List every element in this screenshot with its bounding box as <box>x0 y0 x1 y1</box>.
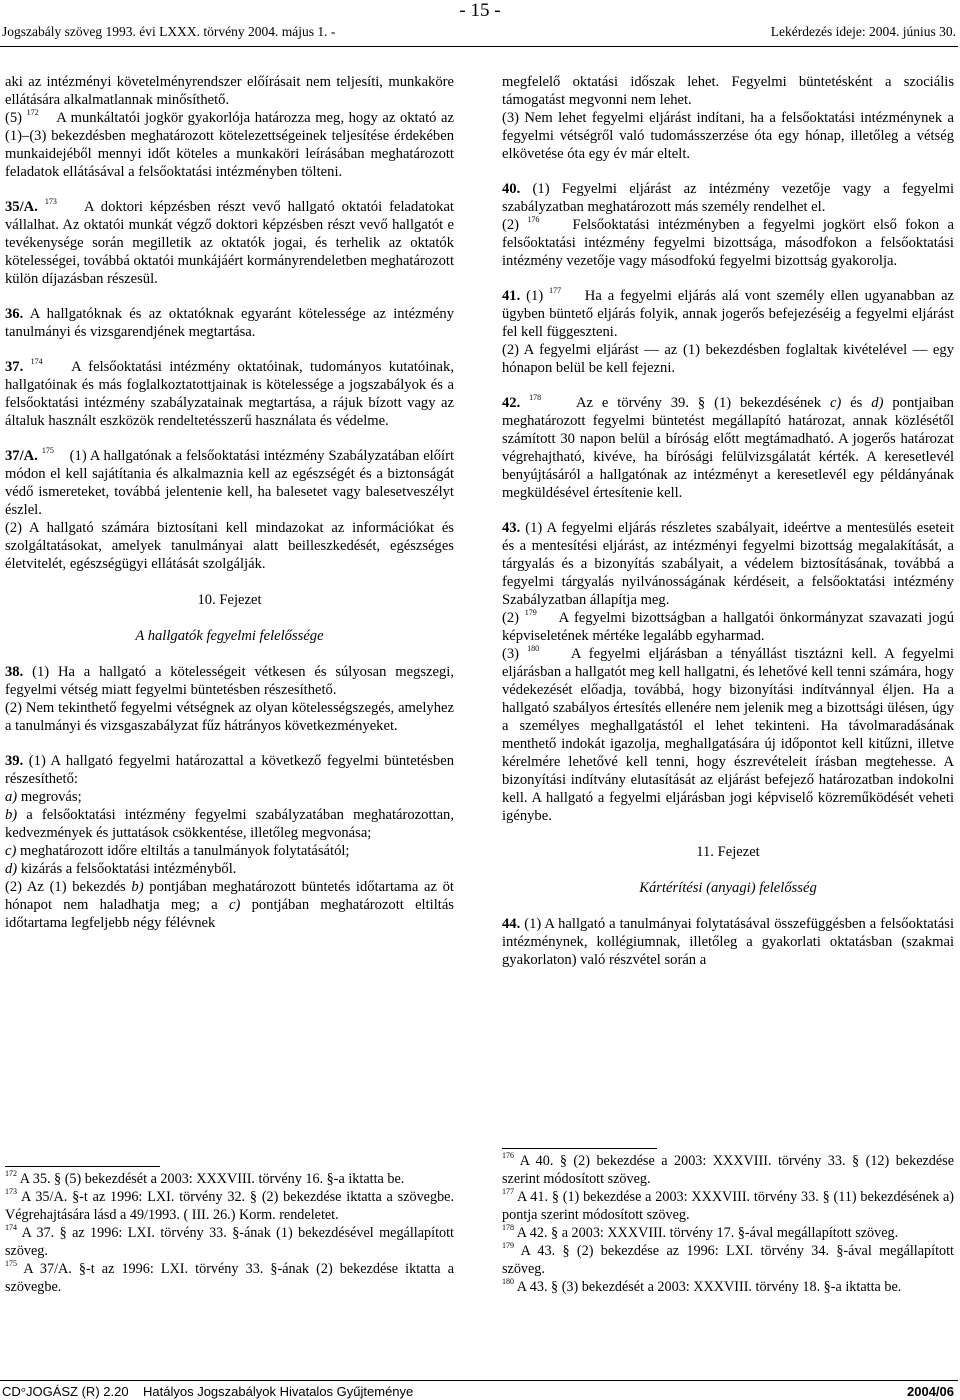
footnote: $^{180}$ A 43. § (3) bekezdését a 2003: XXXVIII. törvény 18. §-a iktatta be. <box>502 1277 902 1295</box>
chapter-title: A hallgatók fegyelmi felelőssége <box>135 628 324 644</box>
section-44: 44. (1) A hallgató a tanulmányai folytatásával összefüggésben a felsőoktatási intézménynek, kollégiumnak, illetőleg a gyakorlati oktatásban (szakmai gyakorlaton) való részvétel során a <box>502 916 954 968</box>
section-number: 42. <box>502 395 521 411</box>
footnote: $^{177}$ A 41. § (1) bekezdése a 2003: XXXVIII. törvény 33. § (11) bekezdésének a) pontja szerint módosított szöveg. <box>502 1187 955 1223</box>
section-43: 43. (1) A fegyelmi eljárás részletes szabályait, ideértve a mentesülés eseteit és a mentesítési eljárást, az intézményi fegyelmi bizottság megalakítását, a tárgyalás és a bizonyítás szabályait, a védelem biztosításának, továbbá a fegyelmi tárgyalás nyilvánosságának kérdéseit, a felsőoktatási intézmény Szabályzatban állapítja meg. <box>502 520 954 608</box>
header-left: Jogszabály szöveg 1993. évi LXXX. törvény 2004. május 1. - <box>2 24 336 39</box>
section-number: 39. <box>5 753 24 769</box>
footnote-ref[interactable]: 177 <box>549 286 562 295</box>
left-column <box>5 73 454 932</box>
footer-left: CD°JOGÁSZ (R) 2.20 <box>2 1384 129 1399</box>
page-number: - 15 - <box>459 0 501 21</box>
page-footer <box>2 1384 954 1400</box>
section-number: 43. <box>502 520 521 536</box>
section-number: 41. <box>502 288 521 304</box>
footnote: $^{179}$ A 43. § (2) bekezdése az 1996: LXI. törvény 34. §-ával megállapított szöveg. <box>502 1241 954 1277</box>
footnote-separator <box>502 1148 657 1149</box>
chapter-heading: 11. Fejezet <box>696 844 760 860</box>
paragraph-35-5: (5) $^{172}$ A munkáltatói jogkör gyakorlója határozza meg, hogy az oktató az (1)–(3) bekezdésben meghatározott kötelezettségeinek teljesítése érdekében munkaidejéből mennyi időt köteles a munkaköri leírásában meghatározott feladatok ellátásával a felsőoktatási intézményben tölteni. <box>5 108 454 180</box>
footnote-ref[interactable]: 180 <box>527 644 540 653</box>
section-number: 38. <box>5 664 24 680</box>
footnotes-left <box>5 1166 454 1296</box>
footnote: $^{173}$ A 35/A. §-t az 1996: LXI. törvény 32. § (2) bekezdése iktatta a szövegbe. Végrehajtására lásd a 49/1993. ( III. 26.) Korm. rendeletet. <box>5 1187 455 1223</box>
paragraph: (2) $^{176}$ Felsőoktatási intézményben a fegyelmi jogkört első fokon a felsőoktatási intézmény fegyelmi bizottsága, másodfokon a felsőoktatási intézmény vezetője vagy másodfokú fegyelmi bizottság gyakorolja. <box>502 215 954 269</box>
footnote-ref[interactable]: 173 <box>44 197 57 206</box>
paragraph: (2) A hallgató számára biztosítani kell mindazokat az információkat és szolgáltatásokat, amelyek tanulmányai alatt beilleszkedését, egészséges életvitelét, egészségügyi ellátását szolgálják. <box>5 520 454 572</box>
footnote: $^{174}$ A 37. § az 1996: LXI. törvény 33. §-ának (1) bekezdésével megállapított szöveg. <box>5 1223 454 1259</box>
footnote-ref[interactable]: 172 <box>26 108 39 117</box>
header-rule <box>0 46 958 47</box>
footnote: $^{175}$ A 37/A. §-t az 1996: LXI. törvény 33. §-ának (2) bekezdése iktatta a szövegbe. <box>5 1259 455 1295</box>
chapter-heading: 10. Fejezet <box>197 592 262 608</box>
paragraph: (3) $^{180}$ A fegyelmi eljárásban a tényállást tisztázni kell. A fegyelmi eljárásban a hallgatót meg kell hallgatni, és lehetővé kell tenni számára, hogy védekezését előadja, továbbá, hogy bizonyítási indítvánnyal éljen. Ha a hallgató szabályos értesítés ellenére nem jelenik meg a bizottsági ülésen, úgy a személyes meghallgatástól el lehet tekinteni. Ha távolmaradásának menthető indokát igazolja, meghallgatására új időpontot kell kitűzni, illetve kérelmére lehetővé kell tenni, hogy észrevételeit írásban megtehesse. A bizonyítási indítvány elutasítását az eljárást befejező határozatban indokolni kell. A hallgató a fegyelmi eljárásban jogi képviselő közreműködését veheti igénybe. <box>502 644 954 824</box>
list-item: c) meghatározott időre eltiltás a tanulmányok folytatásától; <box>5 843 350 859</box>
section-number: 44. <box>502 916 521 932</box>
section-38: 38. (1) Ha a hallgató a kötelességeit vétkesen és súlyosan megszegi, fegyelmi vétség miatt fegyelmi büntetésben részesíthető. <box>5 664 455 698</box>
footnote: $^{176}$ A 40. § (2) bekezdése a 2003: XXXVIII. törvény 33. § (12) bekezdése szerint módosított szöveg. <box>502 1151 955 1187</box>
paragraph: (3) Nem lehet fegyelmi eljárást indítani, ha a felsőoktatási intézménynek a fegyelmi vétségről való tudomásszerzése óta egy hónap, illetőleg a vétség elkövetése óta egy év már eltelt. <box>502 110 954 162</box>
section-number: 35/A. <box>5 199 38 215</box>
section-40: 40. (1) Fegyelmi eljárást az intézmény vezetője vagy a fegyelmi szabályzatban meghatározott más személy rendelhet el. <box>502 181 955 215</box>
page-header <box>2 23 956 41</box>
footnote-separator <box>5 1166 160 1167</box>
footnote-ref[interactable]: 174 <box>30 357 43 366</box>
footnote: $^{172}$ A 35. § (5) bekezdését a 2003: XXXVIII. törvény 16. §-a iktatta be. <box>5 1169 405 1187</box>
section-number: 37/A. <box>5 448 38 464</box>
paragraph: megfelelő oktatási időszak lehet. Fegyelmi büntetésként a szociális támogatást megvonni nem lehet. <box>502 74 954 108</box>
footnote-ref[interactable]: 176 <box>527 215 540 224</box>
footer-middle: Hatályos Jogszabályok Hivatalos Gyűjteménye <box>143 1384 414 1399</box>
paragraph: (2) A fegyelmi eljárást — az (1) bekezdésben foglaltak kivételével — egy hónapon belül be kell fejezni. <box>502 342 954 376</box>
section-41: 41. (1) $^{177}$ Ha a fegyelmi eljárás alá vont személy ellen ugyanabban az ügyben büntető eljárás folyik, annak jogerős befejezéséig a fegyelmi eljárást fel kell függeszteni. <box>502 286 955 340</box>
section-36: 36. A hallgatóknak és az oktatóknak egyaránt kötelessége az intézmény tanulmányi és vizsgarendjének megtartása. <box>5 306 455 340</box>
section-39: 39. (1) A hallgató fegyelmi határozattal a következő fegyelmi büntetésben részesíthető: <box>5 753 455 787</box>
chapter-title: Kártérítési (anyagi) felelősség <box>639 880 817 896</box>
paragraph: (2) $^{179}$ A fegyelmi bizottságban a hallgatói önkormányzat szavazati jogú képviseletének mértéke legalább egyharmad. <box>502 608 955 644</box>
degree-icon: ° <box>20 1384 26 1399</box>
list-item: b) a felsőoktatási intézmény fegyelmi szabályzatában meghatározottan, kedvezmények és juttatások csökkentése, illetőleg megvonása; <box>5 807 454 841</box>
footer-rule <box>0 1380 958 1381</box>
list-item: a) megrovás; <box>5 789 82 805</box>
section-35a: 35/A. $^{173}$ A doktori képzésben részt vevő hallgató oktatói feladatokat vállalhat. Az oktatói munkát végző doktori képzésben részt vevő hallgatót e tevékenysége során megilletik az oktatók jogai, és terhelik az oktatók kötelességei, továbbá oktatói munkájáért kormányrendeletben meghatározott külön díjazásban részesül. <box>5 197 455 287</box>
section-number: 37. <box>5 359 24 375</box>
section-42: 42. $^{178}$ Az e törvény 39. § (1) bekezdésének c) és d) pontjaiban meghatározott fegyelmi büntetést megállapító határozat, annak közlésétől számított 30 napon belül a bíróság előtt megtámadható. A jogerős határozat végrehajtható, kivéve, ha bírósági felülvizsgálatát kérték. A keresetlevél benyújtásáról a hallgatónak az intézményt a keresetlevél egy példányának megküldésével értesítenie kell. <box>502 393 954 501</box>
footnote: $^{178}$ A 42. § a 2003: XXXVIII. törvény 17. §-ával megállapított szöveg. <box>502 1223 899 1241</box>
footnote-ref[interactable]: 179 <box>524 608 537 617</box>
paragraph: (2) Nem tekinthető fegyelmi vétségnek az olyan kötelességszegés, amelyhez a tanulmányi és vizsgaszabályzat fűz hátrányos következményeket. <box>5 700 454 734</box>
footer-right: 2004/06 <box>907 1384 954 1399</box>
paragraph: aki az intézményi követelményrendszer előírásait nem teljesíti, munkaköre ellátására alkalmatlannak minősíthető. <box>5 74 454 108</box>
header-right: Lekérdezés ideje: 2004. június 30. <box>770 24 956 39</box>
paragraph: (2) Az (1) bekezdés b) pontjában meghatározott büntetés időtartama az öt hónapot nem haladhatja meg; a c) pontjában meghatározott eltiltás időtartama legfeljebb négy félévnek <box>5 879 454 931</box>
section-37: 37. $^{174}$ A felsőoktatási intézmény oktatóinak, tudományos kutatóinak, hallgatóinak és más foglalkoztatottjainak is kötelessége a jogszabályok és a felsőoktatási intézmény szabályzatainak megtartása, a rájuk bízott vagy az általuk használt eszközök rendeltetésszerű használata és védelme. <box>5 357 454 429</box>
section-number: 40. <box>502 181 521 197</box>
right-column <box>502 73 954 969</box>
section-number: 36. <box>5 306 24 322</box>
footnote-ref[interactable]: 178 <box>529 393 542 402</box>
footnote-ref[interactable]: 175 <box>41 446 54 455</box>
footnotes-right <box>502 1148 954 1296</box>
list-item: d) kizárás a felsőoktatási intézményből. <box>5 861 237 877</box>
section-37a: 37/A. $^{175}$ (1) A hallgatónak a felsőoktatási intézmény Szabályzatában előírt módon el kell sajátítania és alkalmaznia kell az egészségét és a biztonságát védő ismereteket, továbbá jelentenie kell, ha balesetet vagy balesetveszélyt észlel. <box>5 446 455 518</box>
